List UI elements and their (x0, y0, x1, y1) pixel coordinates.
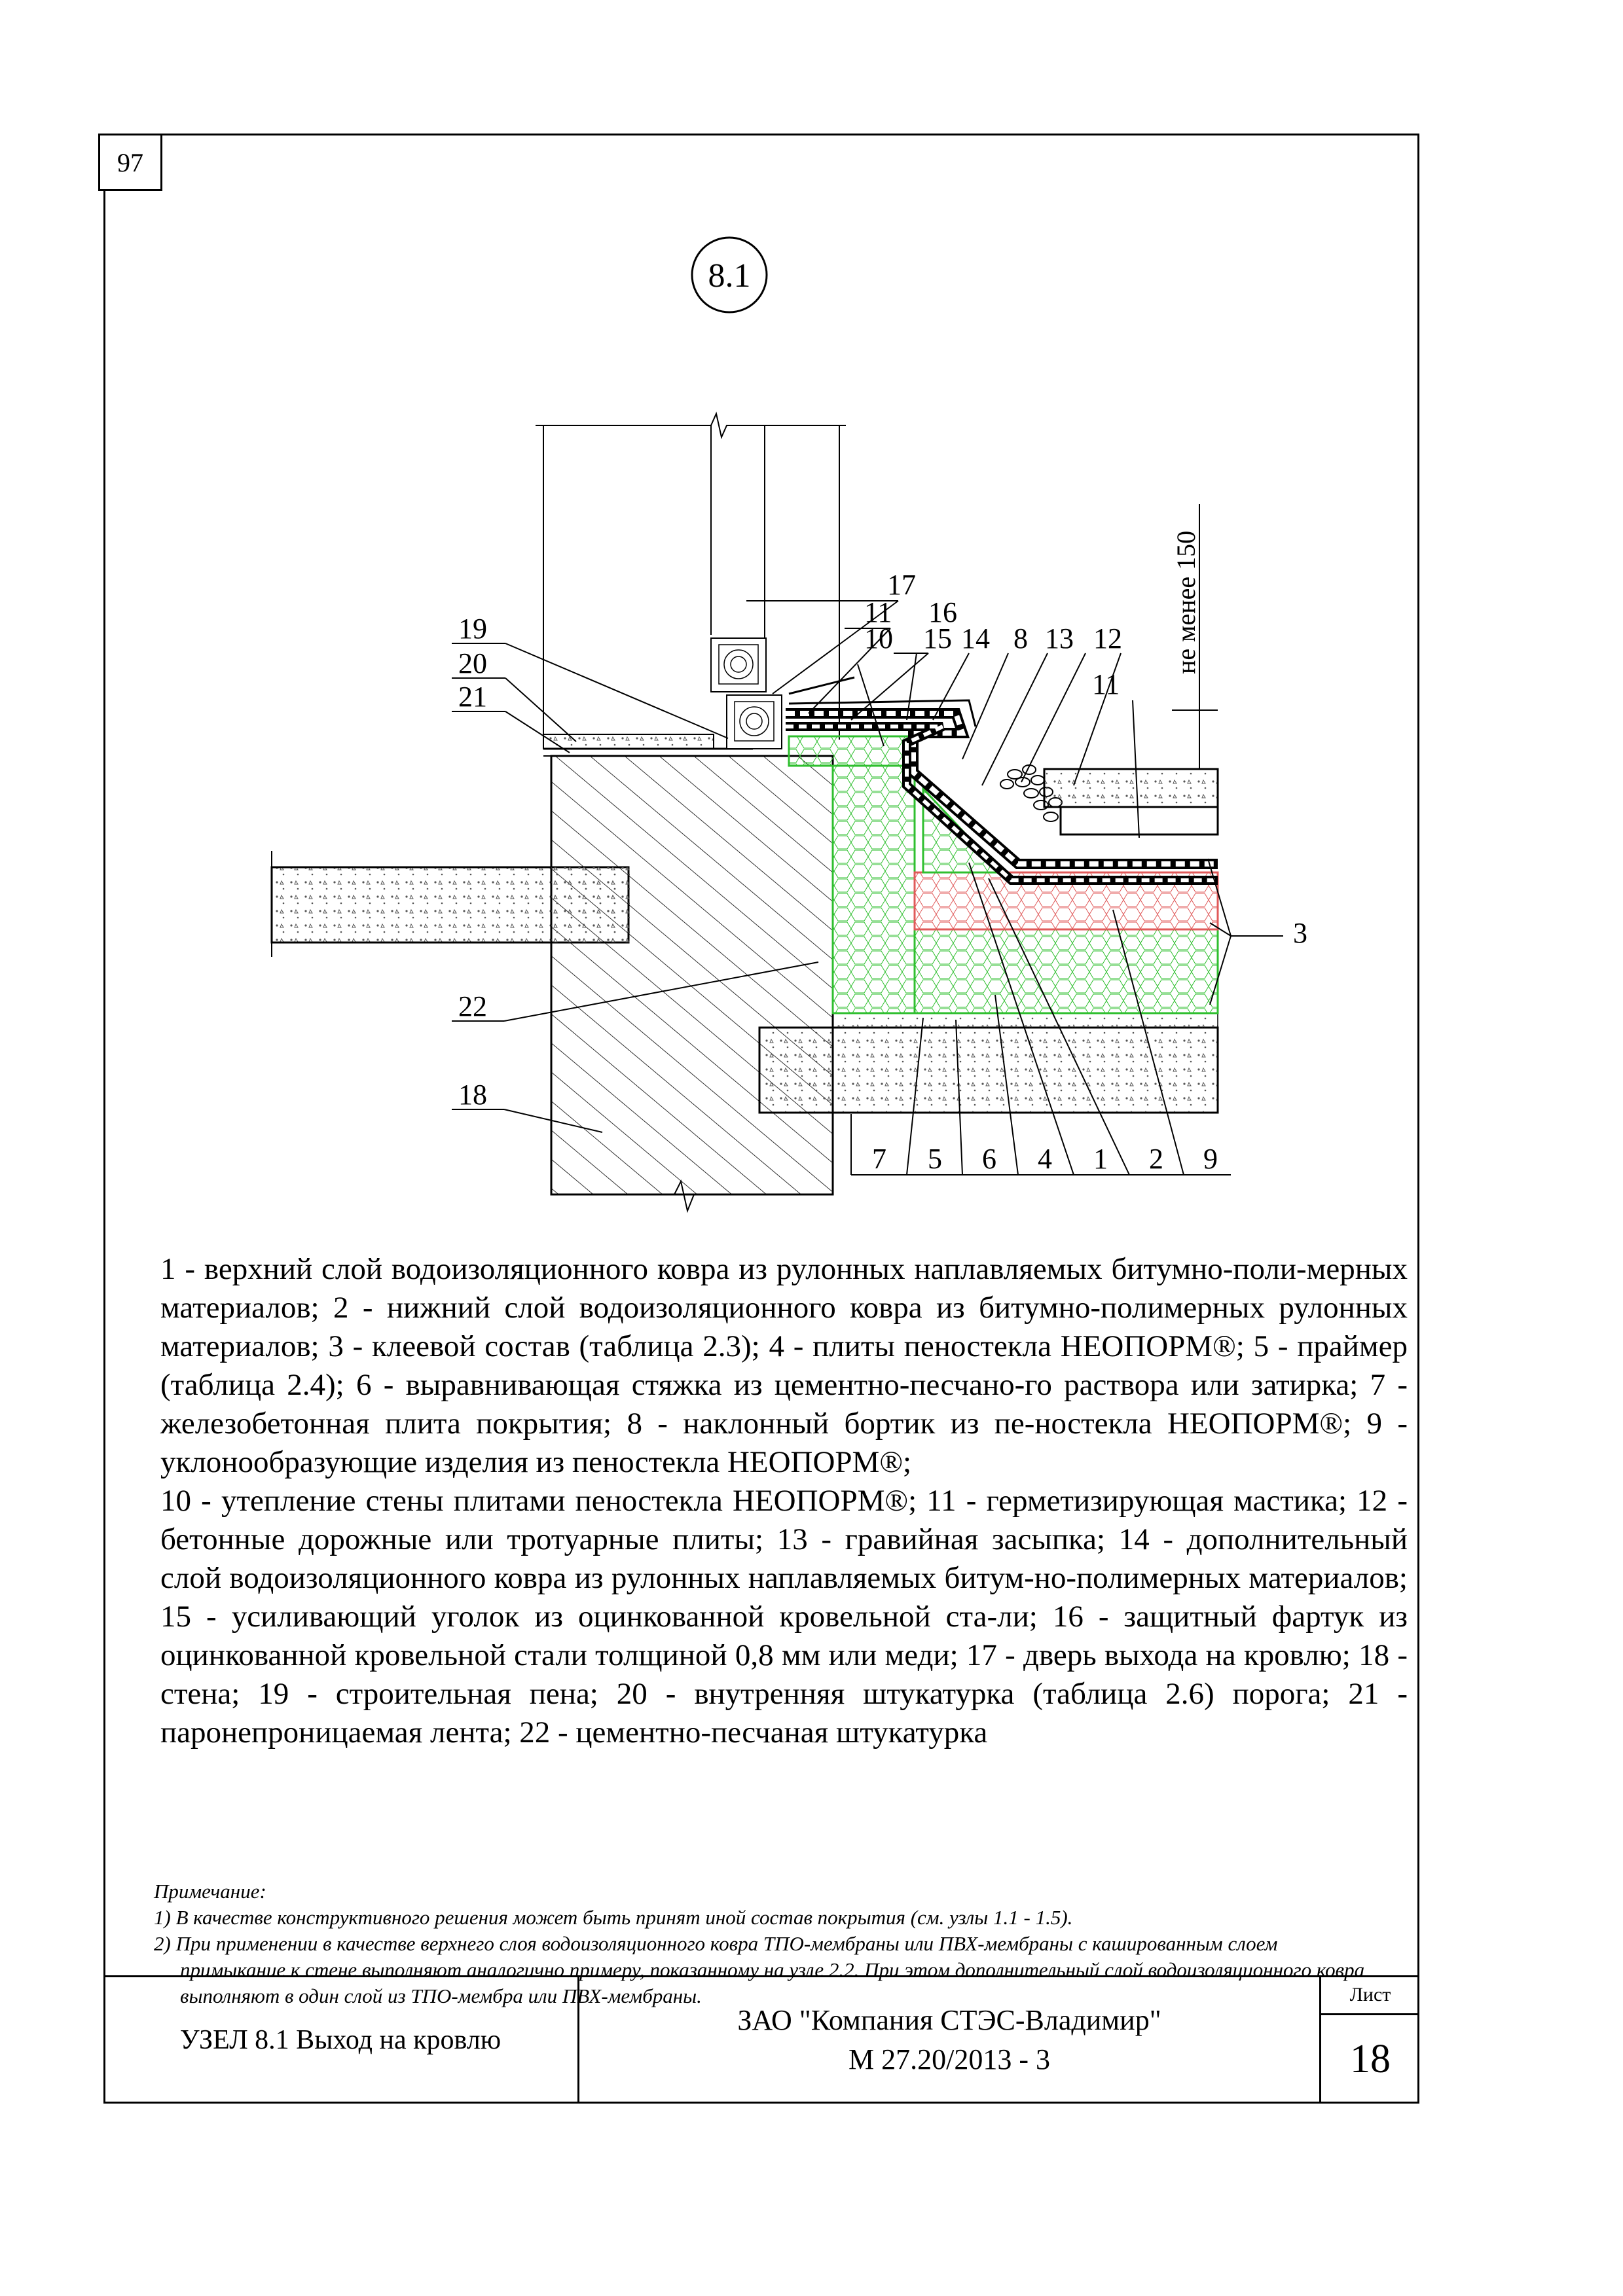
legend-paragraph-1: 1 - верхний слой водоизоляционного ковра из рулонных наплавляемых битумно-поли-мерных материалов; 2 - нижний слой водоизоляционного ковра из битумно-полимерных рулонных материалов; 3 - клеевой состав (таблица 2.3); 4 - плиты пеностекла НЕОПОРМ®; 5 - праймер (таблица 2.4); 6 - выравнивающая стяжка из цементно-песчано-го раствора или затирка; 7 - железобетонная плита покрытия; 8 - наклонный бортик из пе-ностекла НЕОПОРМ®; 9 - уклонообразующие изделия из пеностекла НЕОПОРМ®; (160, 1252, 1408, 1479)
dimension-note: не менее 150 (1171, 530, 1201, 674)
insulation-plates (915, 929, 1218, 1013)
callout-12: 12 (1093, 622, 1122, 655)
callout-11-right: 11 (1092, 668, 1120, 700)
callout-7: 7 (872, 1143, 886, 1175)
callout-20: 20 (458, 647, 487, 679)
callout-10: 10 (864, 622, 893, 655)
callout-2: 2 (1149, 1143, 1163, 1175)
callout-17: 17 (887, 569, 916, 601)
callout-8: 8 (1013, 622, 1028, 655)
notes-title: Примечание: (154, 1880, 266, 1903)
callout-14: 14 (961, 622, 990, 655)
page-number: 97 (98, 134, 162, 191)
legend-paragraph-2: 10 - утепление стены плитами пеностекла НЕОПОРМ®; 11 - герметизирующая мастика; 12 - бетонные дорожные или тротуарные плиты; 13 - гравийная засыпка; 14 - дополнительный слой водоизоляционного ковра из рулонных наплавляемых битум-но-полимерных материалов; 15 - усиливающий уголок из оцинкованной кровельной ста-ли; 16 - защитный фартук из оцинкованной кровельной стали толщиной 0,8 мм или меди; 17 - дверь выхода на кровлю; 18 - стена; 19 - строительная пена; 20 - внутренняя штукатурка (таблица 2.6) порога; 21 - паронепроницаемая лента; 22 - цементно-песчаная штукатурка (160, 1484, 1408, 1749)
title-block (103, 1977, 1419, 2104)
paving-slab-upper (1044, 769, 1218, 807)
callout-6: 6 (982, 1143, 996, 1175)
threshold-plaster (543, 734, 714, 749)
wall (551, 756, 833, 1194)
wall-insulation (833, 766, 915, 1013)
callout-19: 19 (458, 613, 487, 645)
callout-18: 18 (458, 1079, 487, 1111)
title-block-center (579, 1977, 1321, 2104)
company-name: ЗАО "Компания СТЭС-Владимир" (737, 2004, 1161, 2036)
callout-21: 21 (458, 681, 487, 713)
note-2: 2) При применении в качестве верхнего слоя водоизоляционного ковра ТПО-мембраны или ПВХ-мембраны с кашированным слоем примыкание к стене выполняют аналогично примеру, показанному на узле 2.2. При этом дополнительный слой водоизоляционного ковра выполняют в один слой из ТПО-мембра или ПВХ-мембраны. (154, 1932, 1365, 2007)
callout-9: 9 (1203, 1143, 1218, 1175)
sheet-box (1321, 1977, 1419, 2104)
screed (833, 1013, 1218, 1028)
roof-slab (759, 1028, 1218, 1113)
callout-4: 4 (1038, 1143, 1052, 1175)
callout-3: 3 (1293, 917, 1307, 949)
callout-15: 15 (923, 622, 952, 655)
sheet-label: Лист (1321, 1977, 1419, 2015)
document-code: М 27.20/2013 - 3 (848, 2043, 1050, 2075)
callout-1: 1 (1093, 1143, 1108, 1175)
note-1: 1) В качестве конструктивного решения может быть принят иной состав покрытия (см. узлы 1.1 - 1.5). (154, 1906, 1073, 1929)
node-label: 8.1 (708, 257, 751, 295)
callout-16: 16 (928, 596, 957, 628)
node-title: УЗЕЛ 8.1 Выход на кровлю (103, 1977, 579, 2104)
legend-text (160, 1250, 1408, 1752)
callout-5: 5 (928, 1143, 942, 1175)
sheet-number: 18 (1350, 2037, 1391, 2081)
callout-22: 22 (458, 990, 487, 1022)
callout-11-top: 11 (864, 596, 892, 628)
callout-13: 13 (1045, 622, 1074, 655)
